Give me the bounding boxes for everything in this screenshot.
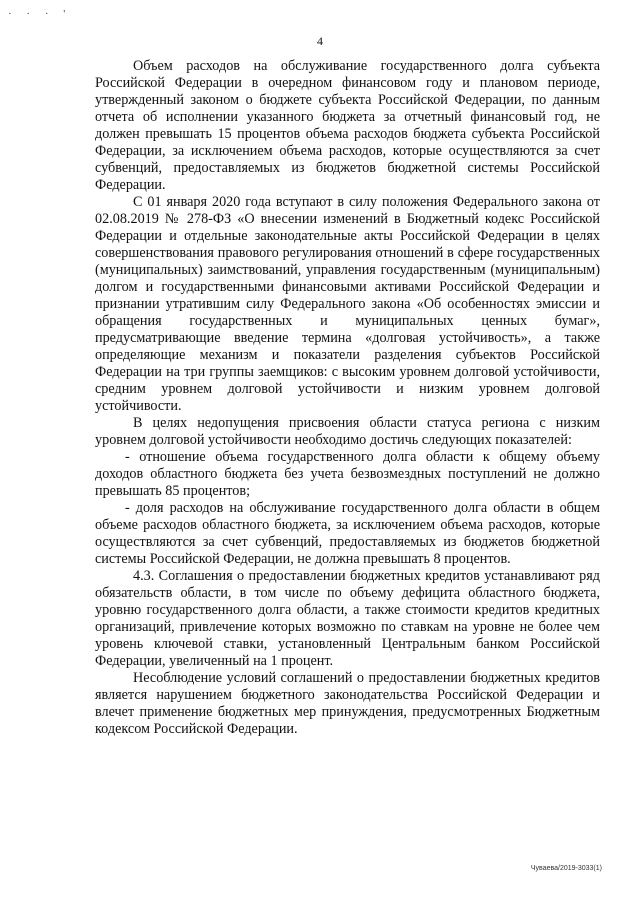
document-body — [95, 58, 600, 738]
paragraph-non-compliance: Несоблюдение условий соглашений о предоставлении бюджетных кредитов является нарушением бюджетного законодательства Российской Федерации и влечет применение бюджетных мер принуждения, предусмотренных Бюджетным кодексом Российской Федерации. — [95, 670, 600, 737]
scan-corner-marks: · · · ' — [8, 8, 72, 20]
page-number: 4 — [317, 34, 323, 48]
paragraph-budget-credit-agreements: 4.3. Соглашения о предоставлении бюджетных кредитов устанавливают ряд обязательств области, в том числе по объему дефицита областного бюджета, уровню государственного долга области, а также стоимости кредитов кредитных организаций, привлечение которых возможно по ставкам на уровне не более чем уровень ключевой ставки, установленный Центральным банком Российской Федерации, увеличенный на 1 процент. — [95, 568, 600, 669]
paragraph-debt-service-limit: Объем расходов на обслуживание государственного долга субъекта Российской Федерации в очередном финансовом году и плановом периоде, утвержденный законом о бюджете субъекта Российской Федерации, по данным отчета об исполнении указанного бюджета за отчетный финансовый год, не должен превышать 15 процентов объема расходов бюджета субъекта Российской Федерации, за исключением объема расходов, которые осуществляются за счет субвенций, предоставляемых из бюджетов бюджетной системы Российской Федерации. — [95, 58, 600, 193]
list-item-debt-service-share: - доля расходов на обслуживание государственного долга области в общем объеме расходов областного бюджета, за исключением объема расходов, которые осуществляются за счет субвенций, предоставляемых из бюджетов бюджетной системы Российской Федерации, не должна превышать 8 процентов. — [95, 500, 600, 567]
document-code: Чуваева/2019-3033(1) — [530, 865, 602, 872]
paragraph-target-indicators: В целях недопущения присвоения области статуса региона с низким уровнем долговой устойчивости необходимо достичь следующих показателей: — [95, 415, 600, 448]
paragraph-debt-sustainability-law: С 01 января 2020 года вступают в силу положения Федерального закона от 02.08.2019 № 278-ФЗ «О внесении изменений в Бюджетный кодекс Российской Федерации и отдельные законодательные акты Российской Федерации в целях совершенствования правового регулирования отношений в сфере государственных (муниципальных) заимствований, управления государственным (муниципальным) долгом и государственными финансовыми активами Российской Федерации и признании утратившим силу Федерального закона «Об особенностях эмиссии и обращения государственных и муниципальных ценных бумаг», предусматривающие введение термина «долговая устойчивость», а также определяющие механизм и показатели разделения субъектов Российской Федерации на три группы заемщиков: с высоким уровнем долговой устойчивости, средним уровнем долговой устойчивости и низким уровнем долговой устойчивости. — [95, 194, 600, 414]
list-item-debt-to-revenue: - отношение объема государственного долга области к общему объему доходов областного бюджета без учета безвозмездных поступлений не должно превышать 85 процентов; — [95, 449, 600, 499]
